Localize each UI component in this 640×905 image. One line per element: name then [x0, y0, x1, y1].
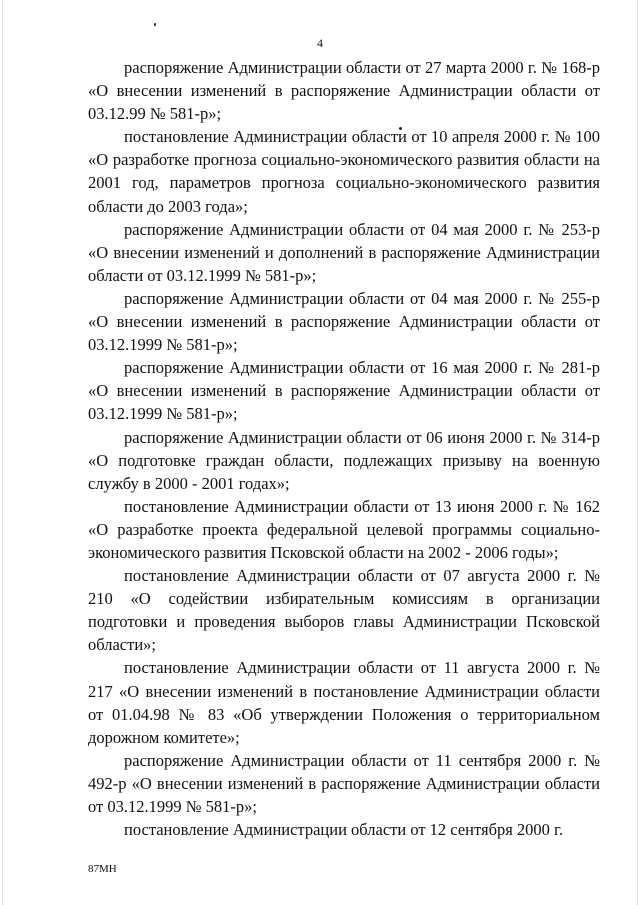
list-item: распоряжение Администрации области от 16 мая 2000 г. № 281-р «О внесении изменений в распоряжение Администрации области от 03.12.1999 № 581-р»; — [88, 358, 600, 424]
scan-edge-left — [2, 0, 3, 905]
scan-speck — [154, 23, 156, 26]
list-item: распоряжение Администрации области от 04 мая 2000 г. № 253-р «О внесении изменений и дополнений в распоряжение Администрации области от 03.12.1999 № 581-р»; — [88, 219, 600, 285]
scan-edge-right — [637, 0, 638, 905]
list-item: постановление Администрации области от 10 апреля 2000 г. № 100 «О разработке прогноза социально-экономического развития области на 2001 год, параметров прогноза социально-экономического развития области до 2003 года»; — [88, 127, 600, 216]
list-item: распоряжение Администрации области от 27 марта 2000 г. № 168-р «О внесении изменений в распоряжение Администрации области от 03.12.99 № 581-р»; — [88, 58, 600, 124]
list-item: постановление Администрации области от 07 августа 2000 г. № 210 «О содействии избирательным комиссиям в организации подготовки и проведения выборов главы Администрации Псковской области»; — [88, 566, 600, 655]
list-item: распоряжение Администрации области от 04 мая 2000 г. № 255-р «О внесении изменений в распоряжение Администрации области от 03.12.1999 № 581-р»; — [88, 288, 600, 355]
footer-code: 87МН — [88, 863, 117, 875]
list-item: постановление Администрации области от 13 июня 2000 г. № 162 «О разработке проекта федеральной целевой программы социально-экономического развития Псковской области на 2002 - 2006 годы»; — [88, 496, 600, 562]
list-item: распоряжение Администрации области от 06 июня 2000 г. № 314-р «О подготовке граждан области, подлежащих призыву на военную службу в 2000 - 2001 годах»; — [88, 427, 600, 493]
list-item: постановление Администрации области от 12 сентября 2000 г. — [124, 820, 564, 840]
document-body — [88, 56, 600, 841]
list-item: распоряжение Администрации области от 11 сентября 2000 г. № 492-р «О внесении изменений в распоряжение Администрации области от 03.12.1999 № 581-р»; — [88, 750, 600, 816]
list-item: постановление Администрации области от 11 августа 2000 г. № 217 «О внесении изменений в постановление Администрации области от 01.04.98 № 83 «Об утверждении Положения о территориальном дорожном комитете»; — [88, 658, 600, 747]
page-number: 4 — [317, 36, 323, 50]
